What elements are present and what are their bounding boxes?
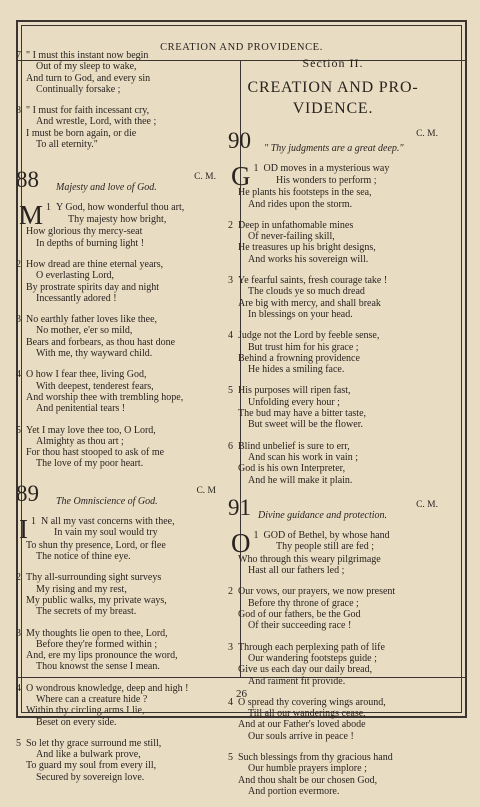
verse-line: No mother, e'er so mild, xyxy=(36,325,133,337)
hymn-89-verse-1 xyxy=(16,513,216,563)
verse-line: Unfolding every hour ; xyxy=(248,396,340,408)
verse-line: Such blessings from thy gracious hand xyxy=(238,751,393,763)
verse-number: 1 xyxy=(253,163,259,175)
hymn-meter: C. M. xyxy=(194,172,216,183)
verse-line: Blind unbelief is sure to err, xyxy=(238,440,350,452)
hymn-number: 89 xyxy=(16,480,39,506)
verse-number: 3 xyxy=(16,314,21,326)
verse-line: Where can a creature hide ? xyxy=(36,693,148,705)
verse-number: 2 xyxy=(16,258,21,270)
verse-line: Bears and forbears, as thou hast done xyxy=(26,336,176,348)
hymn-88-verse-1 xyxy=(16,202,216,249)
hymn-meter: C. M. xyxy=(416,129,438,140)
verse-line: My rising and my rest, xyxy=(36,583,127,595)
verse-number: 2 xyxy=(228,586,233,598)
hymn-91-verse-2 xyxy=(228,586,438,631)
hymn-90-verse-5 xyxy=(228,385,438,430)
verse-line: And portion evermore. xyxy=(248,785,340,797)
hymn-90-verse-3 xyxy=(228,275,438,320)
verse-line: Give us each day our daily bread, xyxy=(238,664,373,676)
verse-line: How dread are thine eternal years, xyxy=(26,258,164,270)
drop-cap: M xyxy=(19,200,44,231)
verse-line: Of their succeeding race ! xyxy=(248,620,352,632)
verse-line: And turn to God, and every sin xyxy=(26,72,151,84)
verse-number: 3 xyxy=(228,275,233,287)
hymn-number: 91 xyxy=(228,494,251,520)
verse-line: God of our fathers, be the God xyxy=(238,609,361,621)
verse-line: My thoughts lie open to thee, Lord, xyxy=(26,627,168,639)
hymn-89-verse-2 xyxy=(16,572,216,617)
verse-number: 1 xyxy=(46,202,52,214)
verse-number: 5 xyxy=(228,751,233,763)
verse-number: 6 xyxy=(228,440,233,452)
hymn-91-verse-4 xyxy=(228,697,438,742)
verse-number: 4 xyxy=(16,369,21,381)
carryover-verse-7 xyxy=(16,50,216,95)
verse-line: N all my vast concerns with thee, xyxy=(41,515,175,527)
verse-line: My public walks, my private ways, xyxy=(26,594,167,606)
hymn-88-verse-3 xyxy=(16,314,216,359)
verse-line: Our humble prayers implore ; xyxy=(248,763,367,775)
verse-line: Behind a frowning providence xyxy=(238,352,360,364)
verse-number: 7 xyxy=(16,50,21,61)
hymn-title: Divine guidance and protection. xyxy=(258,509,388,521)
verse-line: Thou knowst the sense I mean. xyxy=(36,661,160,673)
hymn-88-verse-5 xyxy=(16,425,216,470)
verse-line: To all eternity." xyxy=(36,139,98,151)
drop-cap: O xyxy=(231,527,251,558)
verse-line: In blessings on your head. xyxy=(248,308,353,320)
hymn-number: 90 xyxy=(228,128,251,154)
verse-line: He hides a smiling face. xyxy=(248,364,345,376)
verse-line: He treasures up his bright designs, xyxy=(238,242,376,254)
hymn-90-header xyxy=(228,128,438,159)
verse-line: For thou hast stooped to ask of me xyxy=(26,447,165,459)
verse-line: Hast all our fathers led ; xyxy=(248,565,345,577)
section-title-line: CREATION AND PRO- xyxy=(247,79,419,97)
verse-line: And he will make it plain. xyxy=(248,474,353,486)
verse-number: 2 xyxy=(228,219,233,231)
verse-line: The secrets of my breast. xyxy=(36,606,137,618)
hymn-88-verse-2 xyxy=(16,259,216,304)
verse-line: Incessantly adored ! xyxy=(36,292,117,304)
hymn-91-header xyxy=(228,494,438,526)
hymn-meter: C. M. xyxy=(416,499,438,510)
verse-line: His purposes will ripen fast, xyxy=(238,385,351,397)
verse-number: 4 xyxy=(16,682,21,694)
verse-line: Secured by sovereign love. xyxy=(36,771,145,783)
hymn-90-verse-2 xyxy=(228,220,438,265)
verse-line: And rides upon the storm. xyxy=(248,198,353,210)
verse-number: 1 xyxy=(31,515,36,527)
section-title xyxy=(228,77,438,119)
hymn-91-verse-3 xyxy=(228,642,438,687)
verse-line: " I must for faith incessant cry, xyxy=(26,105,150,117)
verse-line: O wondrous knowledge, deep and high ! xyxy=(26,682,189,694)
verse-line: He plants his footsteps in the sea, xyxy=(238,187,372,199)
running-head: CREATION AND PROVIDENCE. xyxy=(160,42,323,53)
verse-line: GOD of Bethel, by whose hand xyxy=(263,529,390,541)
verse-line: Of never-failing skill, xyxy=(248,231,335,243)
hymn-title: The Omniscience of God. xyxy=(56,495,158,507)
verse-line: The notice of thine eye. xyxy=(36,551,131,563)
verse-line: In depths of burning light ! xyxy=(36,237,145,249)
verse-line: And, ere my lips pronounce the word, xyxy=(26,650,178,662)
hymn-title: " Thy judgments are a great deep." xyxy=(264,143,404,155)
section-title-line: VIDENCE. xyxy=(292,100,374,118)
hymn-89-verse-5 xyxy=(16,738,216,783)
verse-line: And worship thee with trembling hope, xyxy=(26,391,184,403)
verse-line: No earthly father loves like thee, xyxy=(26,314,158,326)
hymn-88-verse-4 xyxy=(16,369,216,414)
verse-line: Who through this weary pilgrimage xyxy=(238,553,381,565)
verse-number: 1 xyxy=(253,529,259,541)
verse-line: The clouds ye so much dread xyxy=(248,286,365,298)
verse-line: And at our Father's loved abode xyxy=(238,719,366,731)
verse-line: God is his own Interpreter, xyxy=(238,463,346,475)
verse-line: But sweet will be the flower. xyxy=(248,419,363,431)
verse-line: In vain my soul would try xyxy=(54,527,158,539)
verse-line: Our vows, our prayers, we now present xyxy=(238,586,396,598)
verse-number: 8 xyxy=(16,105,21,117)
verse-line: The bud may have a bitter taste, xyxy=(238,408,367,420)
verse-line: Thy people still are fed ; xyxy=(276,541,375,553)
verse-number: 3 xyxy=(228,641,233,653)
verse-line: And like a bulwark prove, xyxy=(36,749,141,761)
verse-line: And scan his work in vain ; xyxy=(248,451,358,463)
verse-line: And thou shalt be our chosen God, xyxy=(238,774,378,786)
drop-cap: I xyxy=(19,513,28,544)
verse-line: Our wandering footsteps guide ; xyxy=(248,652,377,664)
verse-line: Our souls arrive in peace ! xyxy=(248,730,354,742)
hymn-89-header xyxy=(16,480,216,512)
verse-line: So let thy grace surround me still, xyxy=(26,737,162,749)
drop-cap: G xyxy=(231,161,251,192)
verse-line: Are big with mercy, and shall break xyxy=(238,297,381,309)
hymn-91-verse-5 xyxy=(228,752,438,797)
hymn-91-verse-1 xyxy=(228,527,438,577)
verse-line: Out of my sleep to wake, xyxy=(36,61,137,73)
hymn-89-verse-4 xyxy=(16,683,216,728)
verse-line: Within thy circling arms I lie, xyxy=(26,705,145,717)
verse-line: O spread thy covering wings around, xyxy=(238,696,386,708)
verse-line: His wonders to perform ; xyxy=(276,174,377,186)
verse-line: Y God, how wonderful thou art, xyxy=(56,202,185,214)
verse-line: O everlasting Lord, xyxy=(36,270,115,282)
section-label: Section II. xyxy=(302,56,364,70)
page-number: 26 xyxy=(236,688,247,700)
verse-line: I must be born again, or die xyxy=(26,127,137,139)
verse-line: OD moves in a mysterious way xyxy=(263,163,390,175)
verse-line: " I must this instant now begin xyxy=(26,50,149,61)
verse-number: 5 xyxy=(228,385,233,397)
hymn-90-verse-1 xyxy=(228,163,438,210)
carryover-verse-8 xyxy=(16,105,216,150)
verse-line: And penitential tears ! xyxy=(36,403,126,415)
right-column xyxy=(228,50,438,807)
verse-number: 4 xyxy=(228,330,233,342)
left-column xyxy=(16,50,216,793)
hymn-89-verse-3 xyxy=(16,628,216,673)
verse-number: 4 xyxy=(228,696,233,708)
verse-line: Almighty as thou art ; xyxy=(36,435,124,447)
verse-line: But trust him for his grace ; xyxy=(248,341,359,353)
hymn-88-header xyxy=(16,167,216,198)
verse-line: Judge not the Lord by feeble sense, xyxy=(238,330,380,342)
verse-line: With me, thy wayward child. xyxy=(36,348,153,360)
verse-line: To shun thy presence, Lord, or flee xyxy=(26,539,166,551)
verse-line: Through each perplexing path of life xyxy=(238,641,385,653)
verse-line: By prostrate spirits day and night xyxy=(26,281,160,293)
verse-line: To guard my soul from every ill, xyxy=(26,760,157,772)
verse-line: O how I fear thee, living God, xyxy=(26,369,147,381)
verse-line: Thy all-surrounding sight surveys xyxy=(26,572,162,584)
hymn-title: Majesty and love of God. xyxy=(56,182,157,194)
hymn-number: 88 xyxy=(16,167,39,193)
hymn-90-verse-6 xyxy=(228,441,438,486)
verse-line: Till all our wanderings cease, xyxy=(248,708,366,720)
verse-number: 5 xyxy=(16,424,21,436)
verse-line: The love of my poor heart. xyxy=(36,458,144,470)
hymn-meter: C. M xyxy=(196,485,216,496)
verse-line: Beset on every side. xyxy=(36,716,117,728)
verse-line: Thy majesty how bright, xyxy=(68,213,167,225)
verse-line: Before thy throne of grace ; xyxy=(248,597,359,609)
verse-line: Continually forsake ; xyxy=(36,83,121,95)
verse-line: With deepest, tenderest fears, xyxy=(36,380,154,392)
verse-number: 3 xyxy=(16,627,21,639)
verse-line: And wrestle, Lord, with thee ; xyxy=(36,116,157,128)
verse-line: Before they're formed within ; xyxy=(36,638,158,650)
verse-line: Ye fearful saints, fresh courage take ! xyxy=(238,275,388,287)
verse-line: Deep in unfathomable mines xyxy=(238,219,354,231)
hymn-90-verse-4 xyxy=(228,330,438,375)
verse-line: And works his sovereign will. xyxy=(248,253,369,265)
verse-number: 2 xyxy=(16,572,21,584)
verse-line: Yet I may love thee too, O Lord, xyxy=(26,424,156,436)
verse-number: 5 xyxy=(16,737,21,749)
verse-line: And raiment fit provide. xyxy=(248,675,346,687)
verse-line: How glorious thy mercy-seat xyxy=(26,226,143,238)
